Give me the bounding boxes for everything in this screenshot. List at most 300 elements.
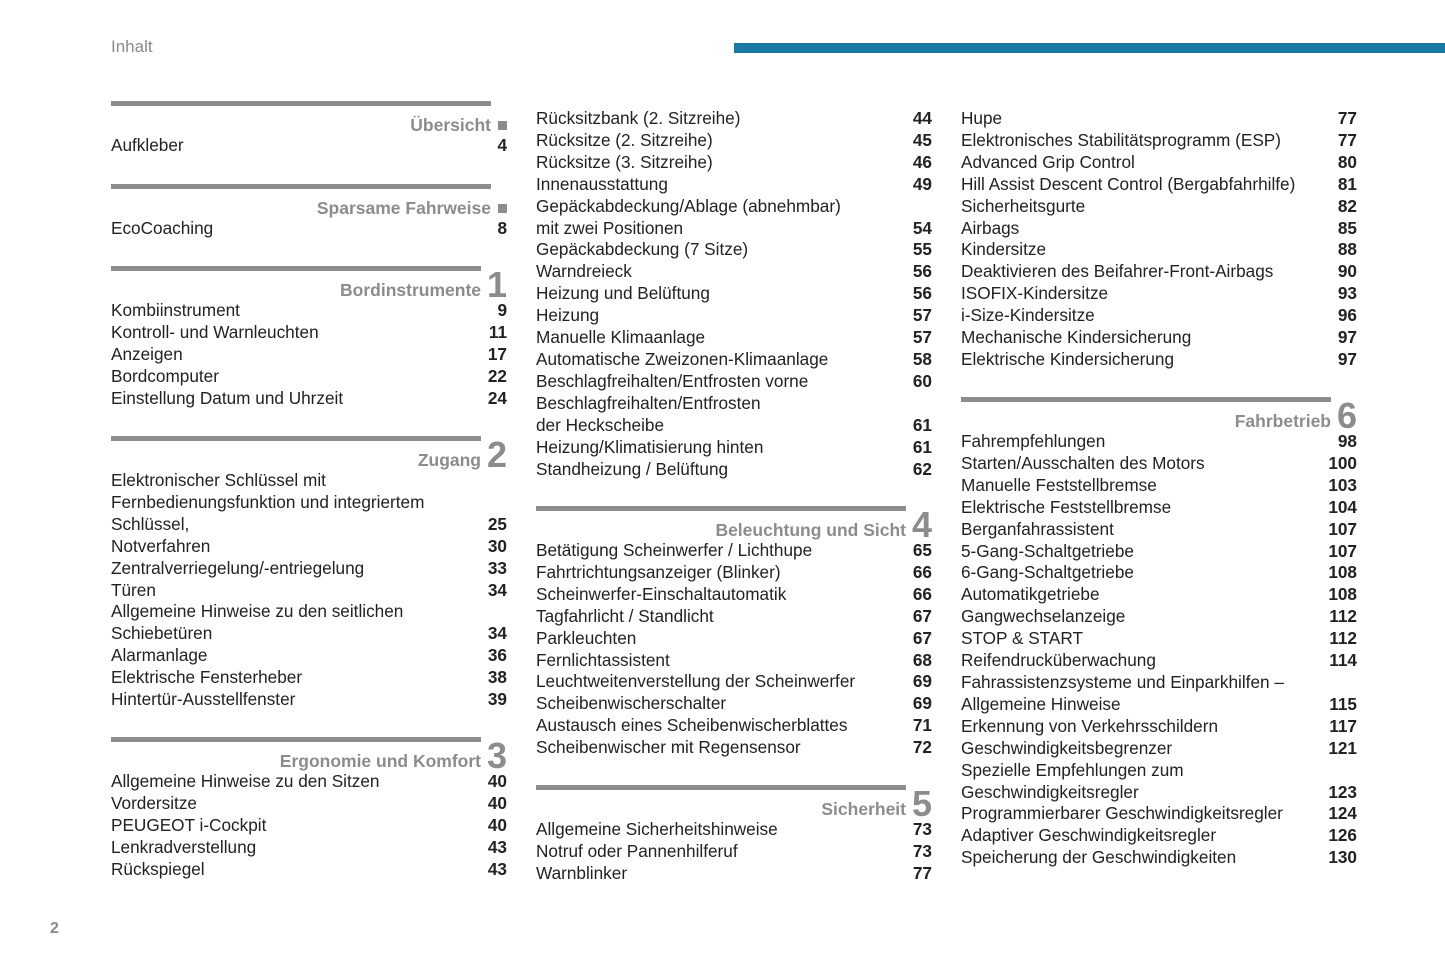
entry-label: STOP & START — [961, 628, 1083, 649]
entry-label: Beschlagfreihalten/Entfrosten — [536, 392, 761, 413]
entry-page-number: 4 — [497, 135, 507, 155]
toc-entry[interactable] — [961, 650, 1357, 672]
entry-page-number: 67 — [912, 605, 932, 626]
entry-label: Automatische Zweizonen-Klimaanlage — [536, 348, 829, 369]
entry-label: Automatikgetriebe — [961, 584, 1100, 605]
toc-entry[interactable] — [536, 459, 932, 481]
entry-list — [111, 470, 507, 711]
page-number: 2 — [50, 920, 59, 937]
toc-entry[interactable] — [536, 562, 932, 584]
toc-entry[interactable] — [536, 108, 932, 130]
entry-page-number: 43 — [487, 836, 507, 857]
entry-page-number: 57 — [912, 305, 932, 326]
entry-label: Heizung/Klimatisierung hinten — [536, 436, 764, 457]
entry-page-number: 114 — [1329, 650, 1357, 671]
toc-entry[interactable] — [961, 497, 1357, 519]
entry-page-number: 77 — [1337, 108, 1357, 128]
entry-label: Programmierbarer Geschwindigkeitsregler — [961, 803, 1283, 824]
entry-label: Scheinwerfer-Einschaltautomatik — [536, 583, 787, 604]
entry-label: Berganfahrassistent — [961, 518, 1114, 539]
entry-label: Geschwindigkeitsbegrenzer — [961, 737, 1173, 758]
chapter-number: 1 — [486, 264, 507, 305]
page-title: Inhalt — [111, 37, 153, 56]
entry-label: Rückspiegel — [111, 858, 205, 879]
toc-entry[interactable] — [111, 667, 507, 689]
entry-label: 5-Gang-Schaltgetriebe — [961, 540, 1134, 561]
entry-label: Tagfahrlicht / Standlicht — [536, 605, 714, 626]
entry-label: Schlüssel, — [111, 513, 190, 534]
entry-page-number: 97 — [1337, 348, 1357, 369]
entry-list — [111, 771, 507, 881]
toc-entry[interactable] — [111, 837, 507, 859]
toc-entry[interactable] — [961, 628, 1357, 650]
toc-entry[interactable] — [961, 196, 1357, 218]
toc-section — [961, 397, 1357, 869]
entry-page-number: 43 — [487, 858, 507, 879]
toc-entry[interactable] — [961, 606, 1357, 628]
entry-page-number: 126 — [1328, 825, 1357, 846]
toc-entry[interactable] — [536, 437, 932, 459]
toc-section — [536, 785, 932, 885]
entry-page-number: 69 — [912, 671, 932, 692]
entry-label: Austausch eines Scheibenwischerblattes — [536, 715, 848, 736]
entry-label: Elektrische Kindersicherung — [961, 348, 1175, 369]
entry-page-number: 30 — [487, 535, 507, 556]
toc-entry[interactable] — [961, 475, 1357, 497]
toc-entry[interactable] — [536, 671, 932, 693]
section-rule — [111, 266, 481, 271]
section-rule — [111, 101, 491, 106]
entry-page-number: 25 — [487, 513, 507, 534]
toc-entry[interactable] — [536, 841, 932, 863]
entry-label: Beschlagfreihalten/Entfrosten vorne — [536, 370, 809, 391]
entry-page-number: 88 — [1337, 239, 1357, 260]
entry-page-number: 123 — [1328, 781, 1357, 802]
toc-entry[interactable] — [111, 771, 507, 793]
entry-label: Fahrtrichtungsanzeiger (Blinker) — [536, 561, 781, 582]
toc-entry[interactable] — [536, 152, 932, 174]
section-title: Ergonomie und Komfort — [279, 751, 481, 771]
entry-page-number: 103 — [1328, 474, 1357, 495]
toc-entry[interactable] — [111, 470, 507, 492]
toc-entry[interactable] — [536, 415, 932, 437]
entry-label: der Heckscheibe — [536, 414, 665, 435]
toc-entry[interactable] — [961, 174, 1357, 196]
entry-label: Manuelle Feststellbremse — [961, 474, 1157, 495]
entry-page-number: 44 — [912, 108, 932, 128]
entry-label: Elektronisches Stabilitätsprogramm (ESP) — [961, 129, 1281, 150]
toc-entry[interactable] — [961, 305, 1357, 327]
section-header — [111, 184, 507, 218]
entry-page-number: 36 — [487, 645, 507, 666]
toc-entry[interactable] — [111, 859, 507, 881]
toc-entry[interactable] — [536, 540, 932, 562]
entry-page-number: 39 — [487, 689, 507, 710]
entry-label: EcoCoaching — [111, 218, 214, 238]
entry-list — [961, 431, 1357, 869]
entry-label: Vordersitze — [111, 792, 197, 813]
toc-entry[interactable] — [961, 431, 1357, 453]
toc-entry[interactable] — [961, 327, 1357, 349]
entry-page-number: 61 — [912, 436, 932, 457]
entry-page-number: 40 — [487, 771, 507, 791]
entry-page-number: 49 — [912, 173, 932, 194]
toc-entry[interactable] — [961, 261, 1357, 283]
chapter-number: 2 — [486, 434, 507, 475]
entry-page-number: 40 — [487, 792, 507, 813]
toc-entry[interactable] — [536, 130, 932, 152]
section-title: Beleuchtung und Sicht — [715, 520, 906, 540]
toc-section — [111, 737, 507, 881]
entry-label: ISOFIX-Kindersitze — [961, 283, 1109, 304]
entry-label: Notverfahren — [111, 535, 211, 556]
section-header — [536, 783, 932, 824]
entry-list — [111, 135, 507, 157]
entry-label: Rücksitzbank (2. Sitzreihe) — [536, 108, 741, 128]
toc-entry[interactable] — [961, 738, 1357, 760]
section-title: Sparsame Fahrweise — [316, 198, 491, 218]
entry-page-number: 97 — [1337, 327, 1357, 348]
entry-label: Heizung und Belüftung — [536, 283, 710, 304]
entry-page-number: 57 — [912, 327, 932, 348]
toc-entry[interactable] — [111, 645, 507, 667]
toc-entry[interactable] — [961, 283, 1357, 305]
toc-entry[interactable] — [961, 716, 1357, 738]
entry-page-number: 24 — [487, 387, 507, 408]
entry-label: Elektrische Fensterheber — [111, 667, 303, 688]
section-rule — [111, 436, 481, 441]
square-bullet-icon — [498, 121, 507, 130]
section-rule — [536, 506, 906, 511]
entry-page-number: 66 — [912, 561, 932, 582]
toc-entry[interactable] — [536, 693, 932, 715]
toc-entry[interactable] — [111, 300, 507, 322]
section-header — [111, 101, 507, 135]
entry-page-number: 60 — [912, 370, 932, 391]
entry-page-number: 68 — [912, 649, 932, 670]
entry-label: Fernlichtassistent — [536, 649, 670, 670]
toc-entry[interactable] — [111, 514, 507, 536]
toc-section — [536, 506, 932, 759]
toc-entry[interactable] — [961, 760, 1357, 782]
section-header — [111, 434, 507, 475]
entry-list — [961, 108, 1357, 371]
toc-entry[interactable] — [536, 283, 932, 305]
section-title: Fahrbetrieb — [1234, 411, 1331, 431]
section-header — [536, 504, 932, 545]
entry-label: Starten/Ausschalten des Motors — [961, 452, 1205, 473]
entry-label: Fahrassistenzsysteme und Einparkhilfen – — [961, 671, 1284, 692]
entry-page-number: 98 — [1337, 431, 1357, 451]
toc-section — [536, 108, 932, 480]
toc-entry[interactable] — [536, 715, 932, 737]
entry-label: Spezielle Empfehlungen zum — [961, 759, 1184, 780]
entry-label: Notruf oder Pannenhilferuf — [536, 840, 738, 861]
entry-page-number: 104 — [1328, 496, 1357, 517]
entry-page-number: 61 — [912, 414, 932, 435]
entry-label: Innenausstattung — [536, 173, 668, 194]
entry-list — [111, 218, 507, 240]
entry-label: Manuelle Klimaanlage — [536, 327, 706, 348]
toc-entry[interactable] — [111, 580, 507, 602]
entry-label: Allgemeine Hinweise zu den seitlichen — [111, 601, 404, 622]
toc-entry[interactable] — [536, 863, 932, 885]
entry-label: Scheibenwischerschalter — [536, 693, 727, 714]
toc-entry[interactable] — [536, 261, 932, 283]
toc-entry[interactable] — [111, 536, 507, 558]
toc-entry[interactable] — [536, 239, 932, 261]
header-accent-bar — [734, 43, 1445, 53]
entry-page-number: 100 — [1328, 452, 1357, 473]
entry-label: PEUGEOT i-Cockpit — [111, 814, 267, 835]
toc-entry[interactable] — [536, 606, 932, 628]
entry-page-number: 55 — [912, 239, 932, 260]
entry-page-number: 72 — [912, 737, 932, 758]
entry-label: Parkleuchten — [536, 627, 637, 648]
entry-label: Kindersitze — [961, 239, 1047, 260]
entry-page-number: 77 — [912, 862, 932, 883]
entry-label: Rücksitze (3. Sitzreihe) — [536, 151, 713, 172]
entry-label: Heizung — [536, 305, 600, 326]
entry-page-number: 82 — [1337, 195, 1357, 216]
entry-label: Rücksitze (2. Sitzreihe) — [536, 129, 713, 150]
entry-label: Elektronischer Schlüssel mit — [111, 470, 326, 490]
toc-entry[interactable] — [961, 239, 1357, 261]
entry-list — [111, 300, 507, 410]
section-title: Zugang — [417, 450, 481, 470]
entry-page-number: 80 — [1337, 151, 1357, 172]
toc-entry[interactable] — [961, 803, 1357, 825]
entry-label: Elektrische Feststellbremse — [961, 496, 1172, 517]
entry-page-number: 108 — [1328, 584, 1357, 605]
entry-label: Hintertür-Ausstellfenster — [111, 689, 296, 710]
entry-page-number: 40 — [487, 814, 507, 835]
toc-entry[interactable] — [961, 130, 1357, 152]
entry-page-number: 107 — [1328, 518, 1357, 539]
toc-entry[interactable] — [961, 584, 1357, 606]
entry-page-number: 38 — [487, 667, 507, 688]
entry-label: Deaktivieren des Beifahrer-Front-Airbags — [961, 261, 1274, 282]
entry-label: Hupe — [961, 108, 1003, 128]
toc-entry[interactable] — [961, 825, 1357, 847]
entry-page-number: 71 — [912, 715, 932, 736]
entry-page-number: 22 — [487, 365, 507, 386]
entry-label: Zentralverriegelung/-entriegelung — [111, 557, 365, 578]
toc-entry[interactable] — [536, 584, 932, 606]
entry-page-number: 77 — [1337, 129, 1357, 150]
entry-page-number: 96 — [1337, 305, 1357, 326]
toc-entry[interactable] — [961, 782, 1357, 804]
entry-page-number: 73 — [912, 819, 932, 839]
entry-label: Scheibenwischer mit Regensensor — [536, 737, 801, 758]
entry-label: Anzeigen — [111, 343, 183, 364]
entry-page-number: 81 — [1337, 173, 1357, 194]
entry-page-number: 117 — [1329, 715, 1357, 736]
entry-page-number: 69 — [912, 693, 932, 714]
entry-label: Betätigung Scheinwerfer / Lichthupe — [536, 540, 813, 560]
entry-list — [536, 108, 932, 480]
toc-entry[interactable] — [961, 562, 1357, 584]
entry-label: Warndreieck — [536, 261, 632, 282]
toc-entry[interactable] — [961, 349, 1357, 371]
toc-entry[interactable] — [961, 847, 1357, 869]
entry-page-number: 56 — [912, 261, 932, 282]
entry-page-number: 58 — [912, 348, 932, 369]
toc-entry[interactable] — [536, 393, 932, 415]
entry-label: Allgemeine Hinweise zu den Sitzen — [111, 771, 380, 791]
section-header — [961, 395, 1357, 436]
toc-section — [961, 108, 1357, 371]
entry-label: Allgemeine Sicherheitshinweise — [536, 819, 778, 839]
toc-section — [111, 266, 507, 410]
entry-label: Gangwechselanzeige — [961, 606, 1126, 627]
chapter-number: 6 — [1336, 395, 1357, 436]
toc-entry[interactable] — [111, 689, 507, 711]
toc-entry[interactable] — [111, 815, 507, 837]
entry-page-number: 33 — [487, 557, 507, 578]
entry-page-number: 45 — [912, 129, 932, 150]
toc-entry[interactable] — [536, 327, 932, 349]
toc-entry[interactable] — [961, 152, 1357, 174]
toc-entry[interactable] — [961, 453, 1357, 475]
entry-page-number: 67 — [912, 627, 932, 648]
entry-page-number: 124 — [1328, 803, 1357, 824]
toc-entry[interactable] — [536, 305, 932, 327]
entry-page-number: 62 — [912, 458, 932, 479]
entry-list — [536, 819, 932, 885]
entry-list — [536, 540, 932, 759]
toc-entry[interactable] — [111, 218, 507, 240]
section-title: Sicherheit — [821, 799, 906, 819]
section-rule — [111, 184, 491, 189]
entry-label: Speicherung der Geschwindigkeiten — [961, 847, 1237, 868]
entry-label: Kontroll- und Warnleuchten — [111, 321, 319, 342]
toc-entry[interactable] — [111, 492, 507, 514]
toc-entry[interactable] — [961, 519, 1357, 541]
entry-label: Allgemeine Hinweise — [961, 693, 1121, 714]
toc-entry[interactable] — [536, 650, 932, 672]
entry-label: Erkennung von Verkehrsschildern — [961, 715, 1219, 736]
entry-page-number: 85 — [1337, 217, 1357, 238]
toc-entry[interactable] — [111, 344, 507, 366]
entry-page-number: 9 — [497, 300, 507, 320]
chapter-number: 3 — [486, 735, 507, 776]
toc-entry[interactable] — [536, 737, 932, 759]
entry-label: i-Size-Kindersitze — [961, 305, 1095, 326]
section-header — [111, 735, 507, 776]
entry-label: Airbags — [961, 217, 1020, 238]
entry-page-number: 17 — [487, 343, 507, 364]
square-bullet-icon — [498, 204, 507, 213]
entry-label: Kombiinstrument — [111, 300, 240, 320]
section-rule — [111, 737, 481, 742]
entry-page-number: 130 — [1328, 847, 1357, 868]
entry-label: Türen — [111, 579, 156, 600]
section-title: Bordinstrumente — [340, 280, 481, 300]
entry-label: Adaptiver Geschwindigkeitsregler — [961, 825, 1217, 846]
toc-section — [111, 184, 507, 240]
entry-page-number: 11 — [488, 321, 507, 342]
toc-entry[interactable] — [111, 135, 507, 157]
toc-entry[interactable] — [111, 793, 507, 815]
entry-page-number: 8 — [497, 218, 507, 238]
entry-page-number: 34 — [487, 579, 507, 600]
entry-label: Hill Assist Descent Control (Bergabfahrhilfe) — [961, 173, 1296, 194]
entry-label: 6-Gang-Schaltgetriebe — [961, 562, 1134, 583]
toc-entry[interactable] — [536, 218, 932, 240]
toc-entry[interactable] — [961, 108, 1357, 130]
toc-entry[interactable] — [961, 541, 1357, 563]
entry-label: Gepäckabdeckung (7 Sitze) — [536, 239, 749, 260]
entry-label: Warnblinker — [536, 862, 628, 883]
toc-entry[interactable] — [536, 628, 932, 650]
entry-page-number: 65 — [912, 540, 932, 560]
entry-page-number: 112 — [1329, 606, 1357, 627]
entry-label: mit zwei Positionen — [536, 217, 684, 238]
entry-label: Einstellung Datum und Uhrzeit — [111, 387, 344, 408]
entry-page-number: 93 — [1337, 283, 1357, 304]
toc-entry[interactable] — [536, 819, 932, 841]
entry-label: Sicherheitsgurte — [961, 195, 1086, 216]
toc-entry[interactable] — [961, 694, 1357, 716]
toc-entry[interactable] — [111, 322, 507, 344]
entry-page-number: 66 — [912, 583, 932, 604]
entry-label: Mechanische Kindersicherung — [961, 327, 1192, 348]
entry-page-number: 121 — [1328, 737, 1357, 758]
entry-page-number: 90 — [1337, 261, 1357, 282]
entry-label: Advanced Grip Control — [961, 151, 1135, 172]
toc-entry[interactable] — [111, 366, 507, 388]
chapter-number: 5 — [911, 783, 932, 824]
entry-page-number: 108 — [1328, 562, 1357, 583]
toc-entry[interactable] — [536, 371, 932, 393]
entry-page-number: 56 — [912, 283, 932, 304]
entry-label: Lenkradverstellung — [111, 836, 257, 857]
entry-label: Bordcomputer — [111, 365, 219, 386]
toc-entry[interactable] — [111, 388, 507, 410]
toc-section — [111, 101, 507, 157]
toc-entry[interactable] — [111, 558, 507, 580]
toc-entry[interactable] — [536, 196, 932, 218]
entry-page-number: 34 — [487, 623, 507, 644]
entry-label: Fahrempfehlungen — [961, 431, 1106, 451]
entry-page-number: 112 — [1329, 628, 1357, 649]
toc-entry[interactable] — [111, 623, 507, 645]
entry-label: Aufkleber — [111, 135, 184, 155]
toc-section — [111, 436, 507, 711]
entry-label: Fernbedienungsfunktion und integriertem — [111, 491, 425, 512]
entry-page-number: 46 — [912, 151, 932, 172]
entry-page-number: 115 — [1329, 693, 1357, 714]
section-rule — [961, 397, 1331, 402]
toc-entry[interactable] — [536, 174, 932, 196]
toc-entry[interactable] — [961, 672, 1357, 694]
entry-page-number: 54 — [912, 217, 932, 238]
section-rule — [536, 785, 906, 790]
toc-entry[interactable] — [536, 349, 932, 371]
chapter-number: 4 — [911, 504, 932, 545]
entry-label: Reifendrucküberwachung — [961, 650, 1156, 671]
entry-label: Alarmanlage — [111, 645, 208, 666]
toc-entry[interactable] — [111, 601, 507, 623]
entry-label: Standheizung / Belüftung — [536, 458, 729, 479]
entry-page-number: 73 — [912, 840, 932, 861]
section-title: Übersicht — [410, 115, 491, 135]
entry-label: Leuchtweitenverstellung der Scheinwerfer — [536, 671, 856, 692]
entry-label: Schiebetüren — [111, 623, 213, 644]
entry-label: Geschwindigkeitsregler — [961, 781, 1139, 802]
toc-entry[interactable] — [961, 218, 1357, 240]
